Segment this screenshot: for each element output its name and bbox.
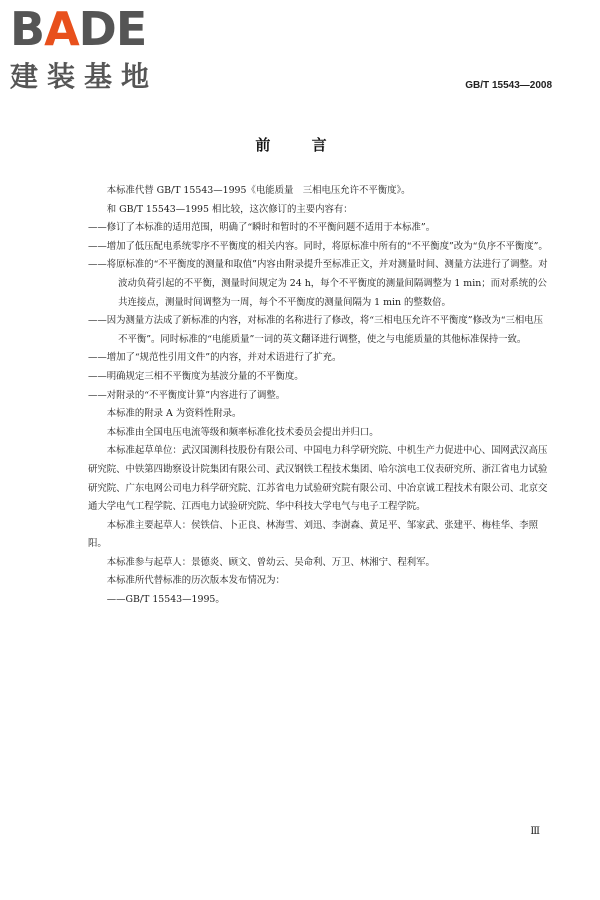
list-item: ——修订了本标准的适用范围，明确了“瞬时和暂时的不平衡问题不适用于本标准”。 <box>88 222 436 234</box>
page-number: Ⅲ <box>530 826 540 837</box>
logo-letters-de: DE <box>78 2 147 56</box>
page-title: 前 言 <box>255 136 345 154</box>
document-body <box>88 182 550 610</box>
list-item: ——因为测量方法成了新标准的内容，对标准的名称进行了修改，将“三相电压允许不平衡度”修改为“三相电压不平衡”。同时标准的“电能质量”一词的英文翻译进行调整，使之与电能质量的其他标准保持一致。 <box>88 315 544 345</box>
logo-subtitle: 建装基地 <box>10 60 159 93</box>
list-item: ——增加了低压配电系统零序不平衡度的相关内容。同时，将原标准中所有的“不平衡度”改为“负序不平衡度”。 <box>88 240 548 252</box>
logo-wordmark <box>10 2 180 56</box>
paragraph: 本标准代替 GB/T 15543—1995《电能质量 三相电压允许不平衡度》。 <box>106 185 411 196</box>
list-item: ——对附录的“不平衡度计算”内容进行了调整。 <box>88 389 286 401</box>
paragraph: 本标准由全国电压电流等级和频率标准化技术委员会提出并归口。 <box>106 426 379 438</box>
paragraph: 本标准参与起草人：景德炎、顾文、曾幼云、吴命利、万卫、林湘宁、程利军。 <box>106 556 435 568</box>
list-item: ——将原标准的“不平衡度的测量和取值”内容由附录提升至标准正文，并对测量时间、测量方法进行了调整。对波动负荷引起的不平衡，测量时间规定为 24 h，每个不平衡度的测量间隔调整为 1 min；而对系统的公共连接点，测量时间调整为一周，每个不平衡度的测量间隔为 1 min 的整数倍。 <box>88 259 548 308</box>
list-item: ——明确规定三相不平衡度为基波分量的不平衡度。 <box>88 370 304 382</box>
logo-letter-b: B <box>10 2 45 56</box>
list-item: ——增加了“规范性引用文件”的内容，并对术语进行了扩充。 <box>88 352 342 364</box>
paragraph: 本标准起草单位：武汉国测科技股份有限公司、中国电力科学研究院、中机生产力促进中心、国网武汉高压研究院、中铁第四勘察设计院集团有限公司、武汉钢铁工程技术集团、哈尔滨电工仪表研究所、浙江省电力试验研究院、广东电网公司电力科学研究院、江苏省电力试验研究院有限公司、中冶京诚工程技术有限公司、北京交通大学电气工程学院、江西电力试验研究院、华中科技大学电气与电子工程学院。 <box>88 445 548 513</box>
paragraph: 本标准主要起草人：侯铁信、卜正良、林海雪、刘迅、李澍森、黄足平、邹家武、张建平、梅桂华、李照阳。 <box>88 519 539 550</box>
bade-logo <box>10 2 180 98</box>
paragraph: 本标准所代替标准的历次版本发布情况为： <box>106 575 285 587</box>
paragraph: 和 GB/T 15543—1995 相比较，这次修订的主要内容有： <box>106 203 353 215</box>
logo-letter-a-accent: A <box>44 2 79 56</box>
paragraph: ——GB/T 15543—1995。 <box>106 594 225 606</box>
standard-code: GB/T 15543—2008 <box>465 80 552 91</box>
paragraph: 本标准的附录 A 为资料性附录。 <box>106 408 242 420</box>
